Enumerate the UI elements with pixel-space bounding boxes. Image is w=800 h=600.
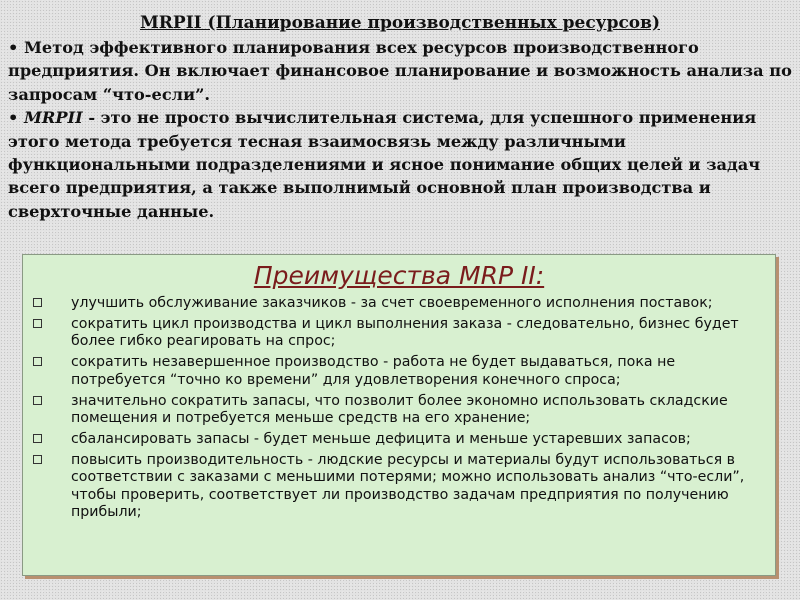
square-bullet-icon: [33, 319, 42, 328]
square-bullet-icon: [33, 434, 42, 443]
advantage-item: [33, 316, 775, 351]
intro-paragraph-2-text: - это не просто вычислительная система, для успешного применения этого метода требуется тесная взаимосвязь между различными функциональными подразделениями и ясное понимание общих целей и задач всего предприятия, а также выполнимый основной план производства и сверхточные данные.: [8, 108, 761, 221]
advantage-text: сбалансировать запасы - будет меньше дефицита и меньше устаревших запасов;: [71, 430, 691, 447]
square-bullet-icon: [33, 455, 42, 464]
advantage-text: повысить производительность - людские ресурсы и материалы будут использоваться в соответствии с заказами с меньшими потерями; можно использовать анализ “что-если”, чтобы проверить, соответствует ли производство задачам предприятия по получению прибыли;: [71, 451, 745, 521]
advantages-list: [23, 295, 775, 522]
intro-paragraph-2: [8, 106, 792, 223]
advantage-text: улучшить обслуживание заказчиков - за счет своевременного исполнения поставок;: [71, 295, 713, 311]
intro-paragraph-1: • Метод эффективного планирования всех ресурсов производственного предприятия. Он включает финансовое планирование и возможность анализа по запросам “что-если”.: [8, 38, 792, 104]
advantages-title: Преимущества MRP II:: [253, 261, 545, 290]
intro-bullet: •: [8, 108, 24, 128]
advantage-item: [33, 295, 775, 313]
square-bullet-icon: [33, 298, 42, 307]
square-bullet-icon: [33, 396, 42, 405]
advantage-item: [33, 354, 775, 389]
intro-block: [8, 12, 792, 223]
advantages-box: [22, 254, 776, 576]
advantage-text: сократить цикл производства и цикл выполнения заказа - следовательно, бизнес будет более гибко реагировать на спрос;: [71, 315, 739, 350]
advantage-item: [33, 452, 775, 522]
advantage-text: значительно сократить запасы, что позволит более экономно использовать складские помещения и потребуется меньше средств на его хранение;: [71, 392, 728, 427]
intro-term: MRPII: [23, 108, 83, 128]
advantage-item: [33, 393, 775, 428]
page-title: MRPII (Планирование производственных ресурсов): [139, 13, 660, 33]
advantage-text: сократить незавершенное производство - работа не будет выдаваться, пока не потребуется “точно ко времени” для удовлетворения конечного спроса;: [71, 354, 676, 388]
square-bullet-icon: [33, 357, 42, 366]
advantage-item: [33, 431, 775, 449]
